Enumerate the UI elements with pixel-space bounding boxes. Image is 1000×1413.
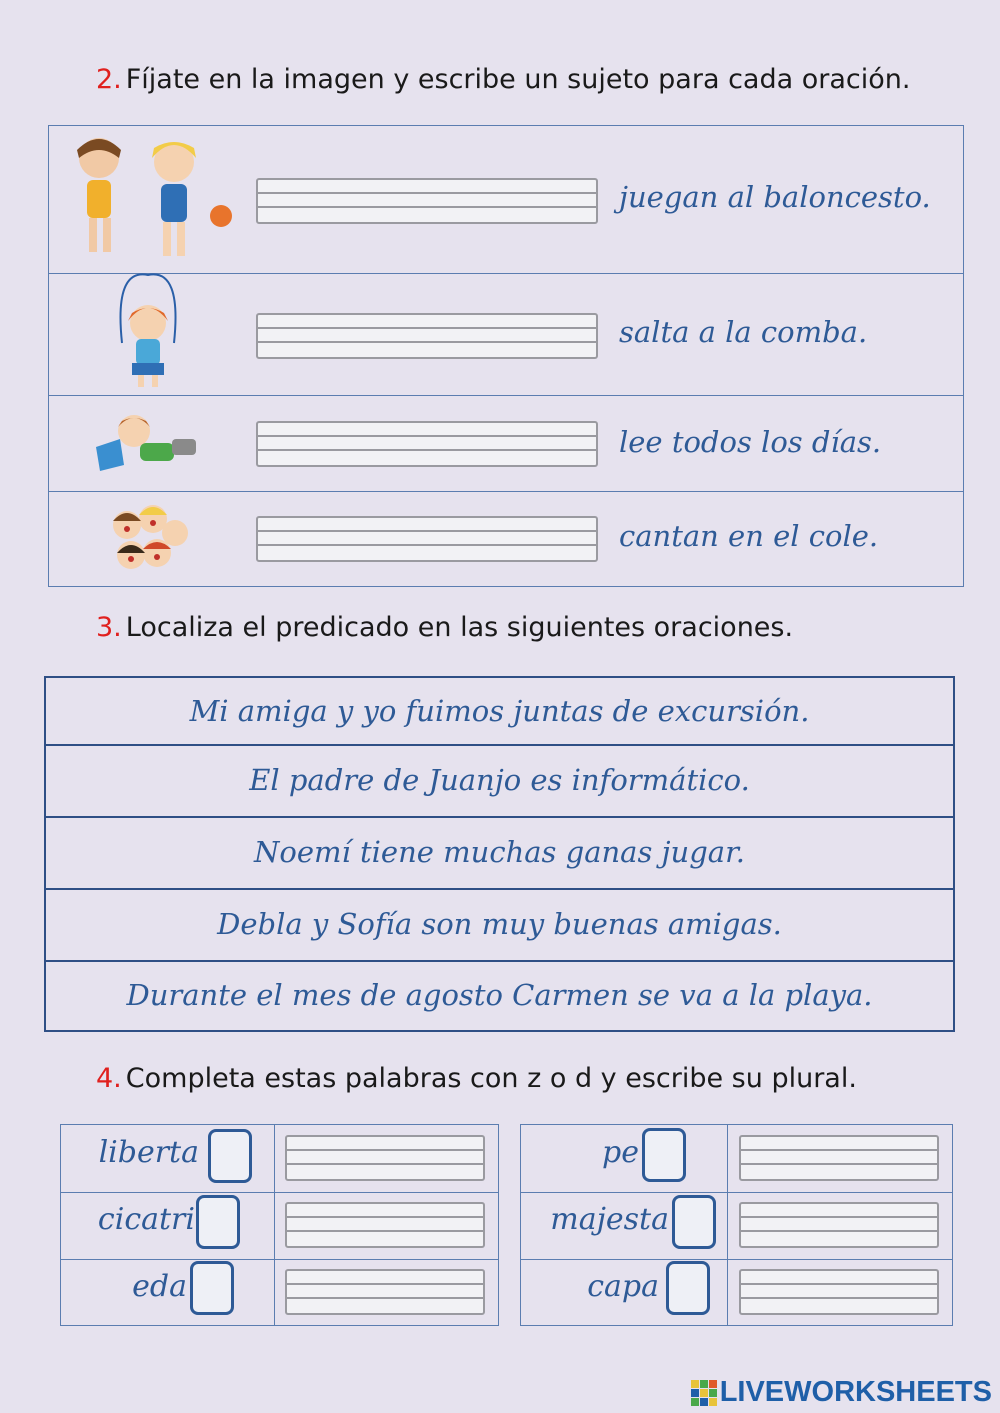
sentence-row[interactable]: Durante el mes de agosto Carmen se va a la playa. (126, 978, 873, 1012)
predicate-text: juegan al baloncesto. (619, 180, 931, 214)
exercise-instruction: Fíjate en la imagen y escribe un sujeto para cada oración. (125, 64, 911, 95)
subject-write-lines[interactable] (256, 178, 598, 224)
exercise-instruction: Localiza el predicado en las siguientes oraciones. (125, 612, 794, 643)
table-row (49, 273, 963, 396)
exercise-2-heading (96, 64, 910, 95)
word-stem: majesta (550, 1202, 669, 1237)
logo-text: LIVEWORKSHEETS (719, 1376, 992, 1408)
word-stem: liberta (98, 1135, 199, 1170)
exercise-number: 2. (96, 64, 122, 95)
liveworksheets-logo (691, 1376, 992, 1409)
plural-write-lines[interactable] (285, 1202, 485, 1248)
table-row (49, 491, 963, 586)
table-row (49, 126, 963, 274)
exercise-number: 4. (96, 1063, 122, 1094)
table-row (521, 1125, 952, 1193)
girls-playing-basketball-image (59, 128, 239, 268)
table-row (61, 1192, 498, 1260)
letter-input-box[interactable] (208, 1129, 252, 1183)
liveworksheets-logo-icon (691, 1380, 717, 1406)
plural-write-lines[interactable] (739, 1269, 939, 1315)
predicate-text: salta a la comba. (619, 315, 868, 349)
exercise-number: 3. (96, 612, 122, 643)
letter-input-box[interactable] (672, 1195, 716, 1249)
table-row (61, 1125, 498, 1193)
sentence-row[interactable]: Mi amiga y yo fuimos juntas de excursión. (46, 678, 953, 746)
letter-input-box[interactable] (196, 1195, 240, 1249)
word-table-left (60, 1124, 499, 1326)
sentence-row[interactable]: Noemí tiene muchas ganas jugar. (46, 816, 953, 890)
letter-input-box[interactable] (642, 1128, 686, 1182)
plural-write-lines[interactable] (739, 1202, 939, 1248)
exercise-3-heading (96, 612, 793, 643)
plural-write-lines[interactable] (739, 1135, 939, 1181)
exercise-instruction: Completa estas palabras con z o d y escribe su plural. (125, 1063, 857, 1094)
subject-table (48, 125, 964, 587)
predicate-table (44, 676, 955, 1032)
table-row (521, 1192, 952, 1260)
table-row (49, 395, 963, 492)
plural-write-lines[interactable] (285, 1269, 485, 1315)
sentence-row[interactable]: Debla y Sofía son muy buenas amigas. (46, 888, 953, 962)
letter-input-box[interactable] (190, 1261, 234, 1315)
table-row (521, 1259, 952, 1326)
word-table-right (520, 1124, 953, 1326)
subject-write-lines[interactable] (256, 313, 598, 359)
word-stem: eda (132, 1269, 187, 1304)
word-stem: capa (587, 1269, 659, 1304)
plural-write-lines[interactable] (285, 1135, 485, 1181)
letter-input-box[interactable] (666, 1261, 710, 1315)
predicate-text: cantan en el cole. (619, 519, 879, 553)
exercise-4-heading (96, 1063, 857, 1094)
table-row (61, 1259, 498, 1326)
sentence-row[interactable]: El padre de Juanjo es informático. (46, 744, 953, 818)
predicate-text: lee todos los días. (619, 425, 882, 459)
subject-write-lines[interactable] (256, 516, 598, 562)
subject-write-lines[interactable] (256, 421, 598, 467)
girl-jumping-rope-image (104, 273, 194, 391)
boy-reading-book-image (94, 409, 204, 479)
word-stem: pe (602, 1135, 639, 1170)
children-singing-image (97, 495, 197, 583)
word-stem: cicatri (97, 1202, 195, 1237)
